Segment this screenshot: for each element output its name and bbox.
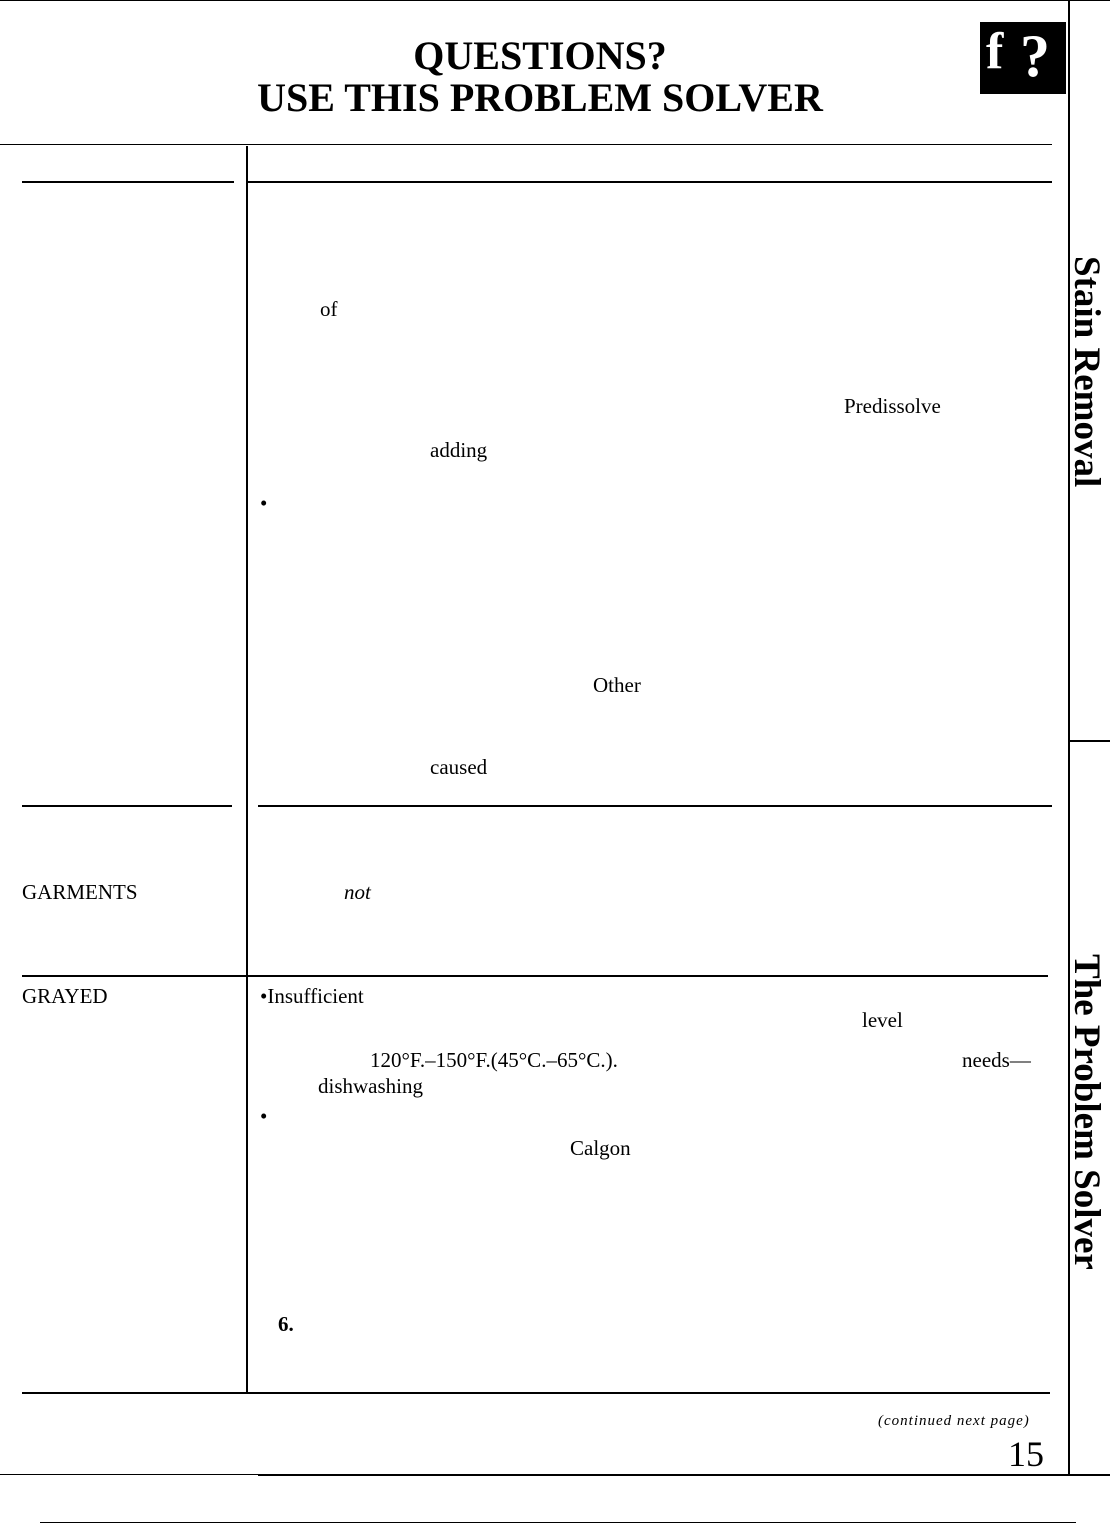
word-predissolve: Predissolve: [844, 394, 941, 418]
word-level: level: [862, 1008, 903, 1032]
bullet-1: •: [260, 491, 268, 515]
row-rule-2: [22, 975, 1048, 977]
footer-rule-right: [258, 1474, 1110, 1476]
top-rule: [0, 0, 1110, 1]
word-temperature-range: 120°F.–150°F.(45°C.–65°C.).: [370, 1048, 618, 1072]
word-adding: adding: [430, 438, 488, 462]
word-not: not: [344, 880, 371, 904]
word-of: of: [320, 297, 338, 321]
logo-f-glyph: f: [986, 23, 1004, 80]
word-other: Other: [593, 673, 641, 697]
question-logo-icon: [980, 22, 1066, 94]
header-rule-left: [22, 181, 234, 183]
word-caused: caused: [430, 755, 488, 779]
page-title-line2: USE THIS PROBLEM SOLVER: [257, 75, 823, 120]
page-number: 15: [1008, 1434, 1044, 1474]
list-number-six: 6.: [278, 1312, 294, 1336]
column-divider: [246, 146, 248, 1392]
word-needs: needs—: [962, 1048, 1031, 1072]
page-title-line1: QUESTIONS?: [413, 33, 667, 78]
row-rule-1-right: [258, 805, 1052, 807]
table-top-rule: [0, 144, 1052, 145]
row-rule-3: [22, 1392, 1050, 1394]
row-rule-1-left: [22, 805, 232, 807]
side-tab-divider: [1068, 740, 1110, 742]
footer-rule-left: [0, 1474, 258, 1475]
header-rule-right: [246, 181, 1052, 183]
label-grayed: GRAYED: [22, 984, 108, 1008]
word-calgon: Calgon: [570, 1136, 631, 1160]
side-tab-problem-solver[interactable]: The Problem Solver: [1066, 954, 1107, 1270]
bullet-2: •: [260, 1104, 268, 1128]
word-insufficient: •Insufficient: [260, 984, 364, 1008]
label-garments: GARMENTS: [22, 880, 138, 904]
logo-question-glyph: ?: [1020, 23, 1050, 89]
side-tab-stain-removal[interactable]: Stain Removal: [1066, 256, 1107, 488]
word-dishwashing: dishwashing: [318, 1074, 423, 1098]
bottom-edge-rule: [40, 1522, 1076, 1523]
continued-next-page: (continued next page): [878, 1413, 1030, 1429]
